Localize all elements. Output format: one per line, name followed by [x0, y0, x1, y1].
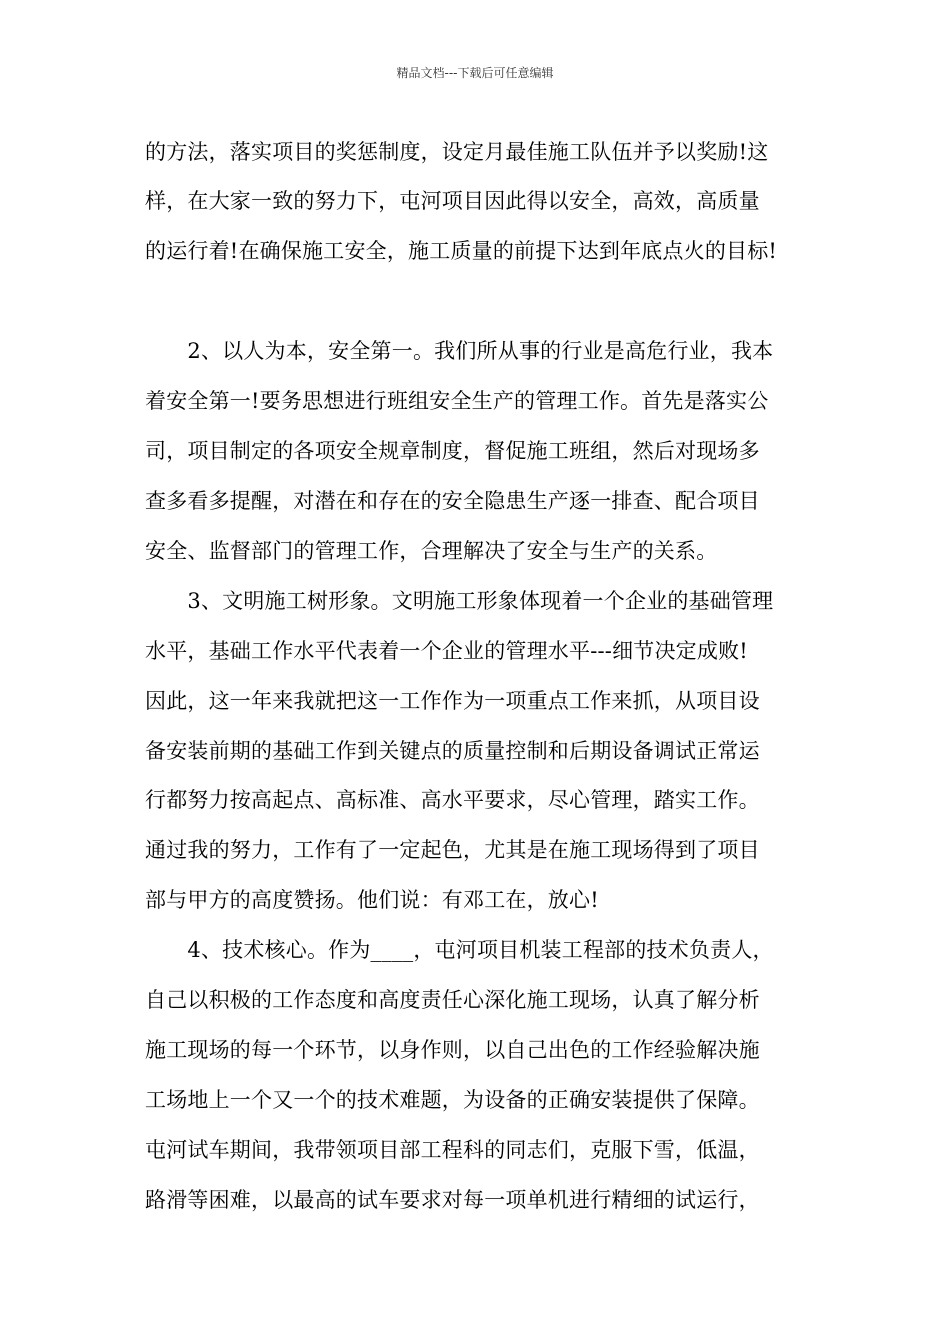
body-line-18: 施工现场的每一个环节，以身作则，以自己出色的工作经验解决施 [145, 1038, 760, 1062]
body-line-15: 部与甲方的高度赞扬。他们说：有邓工在，放心! [145, 888, 599, 912]
body-line-9: 3、文明施工树形象。文明施工形象体现着一个企业的基础管理 [145, 589, 774, 613]
page-header: 精品文档---下载后可任意编辑 [396, 66, 554, 80]
body-line-3: 的运行着!在确保施工安全，施工质量的前提下达到年底点火的目标! [145, 239, 778, 263]
body-line-13: 行都努力按高起点、高标准、高水平要求，尽心管理，踏实工作。 [145, 788, 760, 812]
body-line-20: 屯河试车期间，我带领项目部工程科的同志们，克服下雪，低温， [145, 1138, 760, 1162]
body-line-2: 样，在大家一致的努力下，屯河项目因此得以安全，高效，高质量 [145, 189, 760, 213]
body-line-6: 司，项目制定的各项安全规章制度，督促施工班组，然后对现场多 [145, 439, 760, 463]
body-line-4: 2、以人为本，安全第一。我们所从事的行业是高危行业，我本 [145, 339, 774, 363]
body-line-1: 的方法，落实项目的奖惩制度，设定月最佳施工队伍并予以奖励!这 [145, 140, 769, 164]
body-line-7: 查多看多提醒，对潜在和存在的安全隐患生产逐一排查、配合项目 [145, 489, 760, 513]
body-line-8: 安全、监督部门的管理工作，合理解决了安全与生产的关系。 [145, 539, 718, 563]
body-line-21: 路滑等困难，以最高的试车要求对每一项单机进行精细的试运行， [145, 1188, 760, 1212]
body-line-19: 工场地上一个又一个的技术难题，为设备的正确安装提供了保障。 [145, 1088, 760, 1112]
body-line-16: 4、技术核心。作为____，屯河项目机装工程部的技术负责人， [145, 938, 774, 962]
body-line-17: 自己以积极的工作态度和高度责任心深化施工现场，认真了解分析 [145, 988, 760, 1012]
body-line-14: 通过我的努力，工作有了一定起色，尤其是在施工现场得到了项目 [145, 838, 760, 862]
body-line-10: 水平，基础工作水平代表着一个企业的管理水平---细节决定成败! [145, 639, 748, 663]
body-line-11: 因此，这一年来我就把这一工作作为一项重点工作来抓，从项目设 [145, 689, 760, 713]
body-line-12: 备安装前期的基础工作到关键点的质量控制和后期设备调试正常运 [145, 739, 760, 763]
body-line-5: 着安全第一!要务思想进行班组安全生产的管理工作。首先是落实公 [145, 389, 769, 413]
